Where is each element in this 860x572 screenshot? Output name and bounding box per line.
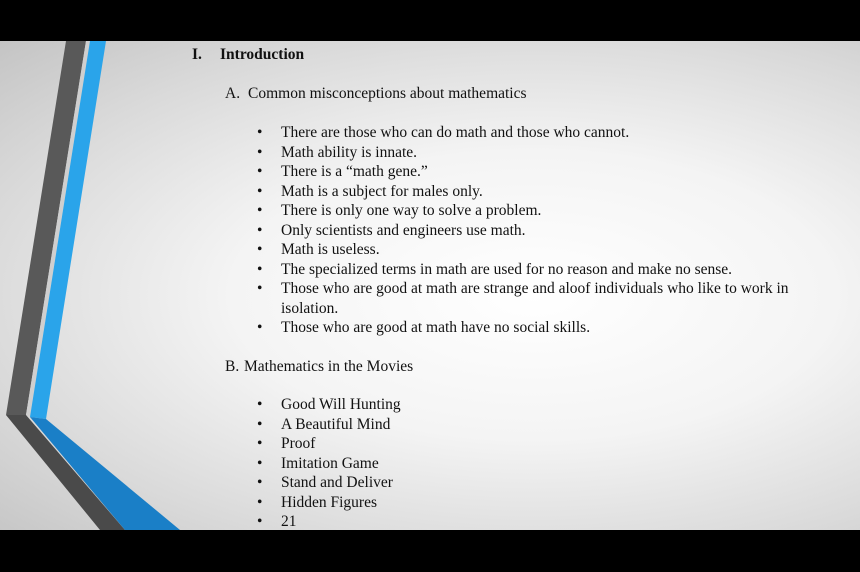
- list-item-text: Those who are good at math have no social skills.: [281, 319, 591, 336]
- list-item: [0, 260, 821, 280]
- subsection-b-label: B.: [225, 358, 240, 375]
- bullet-dot: •: [257, 474, 263, 491]
- bullet-dot: •: [257, 260, 263, 278]
- list-item-text: Math is a subject for males only.: [281, 182, 483, 200]
- list-item: [0, 415, 821, 435]
- list-item-text: Proof: [281, 435, 316, 452]
- list-item-text: Only scientists and engineers use math.: [281, 221, 526, 239]
- bullet-dot: •: [257, 396, 263, 413]
- bullet-dot: •: [257, 143, 263, 161]
- slide-content: [0, 41, 860, 530]
- bullet-dot: •: [257, 319, 263, 336]
- list-item: [0, 473, 821, 493]
- bullet-dot: •: [257, 513, 263, 530]
- section-title: Introduction: [220, 46, 305, 63]
- bullet-dot: •: [257, 415, 263, 433]
- bullet-dot: •: [257, 163, 263, 180]
- bullet-dot: •: [257, 435, 263, 452]
- list-item-text: There is a “math gene.”: [281, 163, 428, 180]
- section-heading: [192, 46, 304, 64]
- subsection-a-heading: [225, 85, 527, 103]
- list-item: [0, 221, 821, 241]
- section-number: I.: [192, 46, 202, 63]
- subsection-a-label: A.: [225, 85, 241, 102]
- bullet-dot: •: [257, 124, 263, 141]
- list-item-text: Math is useless.: [281, 241, 380, 258]
- bullet-dot: •: [257, 454, 263, 472]
- list-item-text: There are those who can do math and those who cannot.: [281, 124, 630, 141]
- bullet-dot: •: [257, 182, 263, 200]
- list-item: [0, 182, 821, 202]
- list-item: [0, 454, 821, 474]
- bullet-dot: •: [257, 280, 263, 297]
- list-item: [0, 143, 821, 163]
- list-item-text: Stand and Deliver: [281, 474, 393, 491]
- list-item-text: A Beautiful Mind: [281, 415, 391, 433]
- list-item: [0, 201, 821, 221]
- list-item: [0, 240, 821, 260]
- slide: [0, 41, 860, 530]
- subsection-b-heading: [225, 358, 413, 376]
- movies-list: [0, 395, 821, 530]
- bullet-dot: •: [257, 221, 263, 239]
- list-item: [0, 279, 821, 318]
- list-item-text: There is only one way to solve a problem.: [281, 202, 542, 219]
- list-item-text: Math ability is innate.: [281, 143, 418, 161]
- list-item: [0, 318, 821, 338]
- list-item-text: The specialized terms in math are used for no reason and make no sense.: [281, 260, 733, 278]
- list-item-text: Good Will Hunting: [281, 396, 401, 413]
- list-item-text: Hidden Figures: [281, 493, 378, 511]
- bullet-dot: •: [257, 241, 263, 258]
- list-item: [0, 493, 821, 513]
- list-item: [0, 512, 821, 530]
- list-item: [0, 395, 821, 415]
- list-item-text: Imitation Game: [281, 454, 379, 472]
- subsection-b-title: Mathematics in the Movies: [244, 358, 414, 375]
- bullet-dot: •: [257, 202, 263, 219]
- misconceptions-list: [0, 123, 821, 338]
- subsection-a-title: Common misconceptions about mathematics: [248, 85, 527, 102]
- list-item-text: 21: [281, 513, 297, 530]
- list-item: [0, 162, 821, 182]
- list-item-text: Those who are good at math are strange and aloof individuals who like to work in isolation.: [281, 280, 789, 317]
- list-item: [0, 123, 821, 143]
- bullet-dot: •: [257, 493, 263, 511]
- list-item: [0, 434, 821, 454]
